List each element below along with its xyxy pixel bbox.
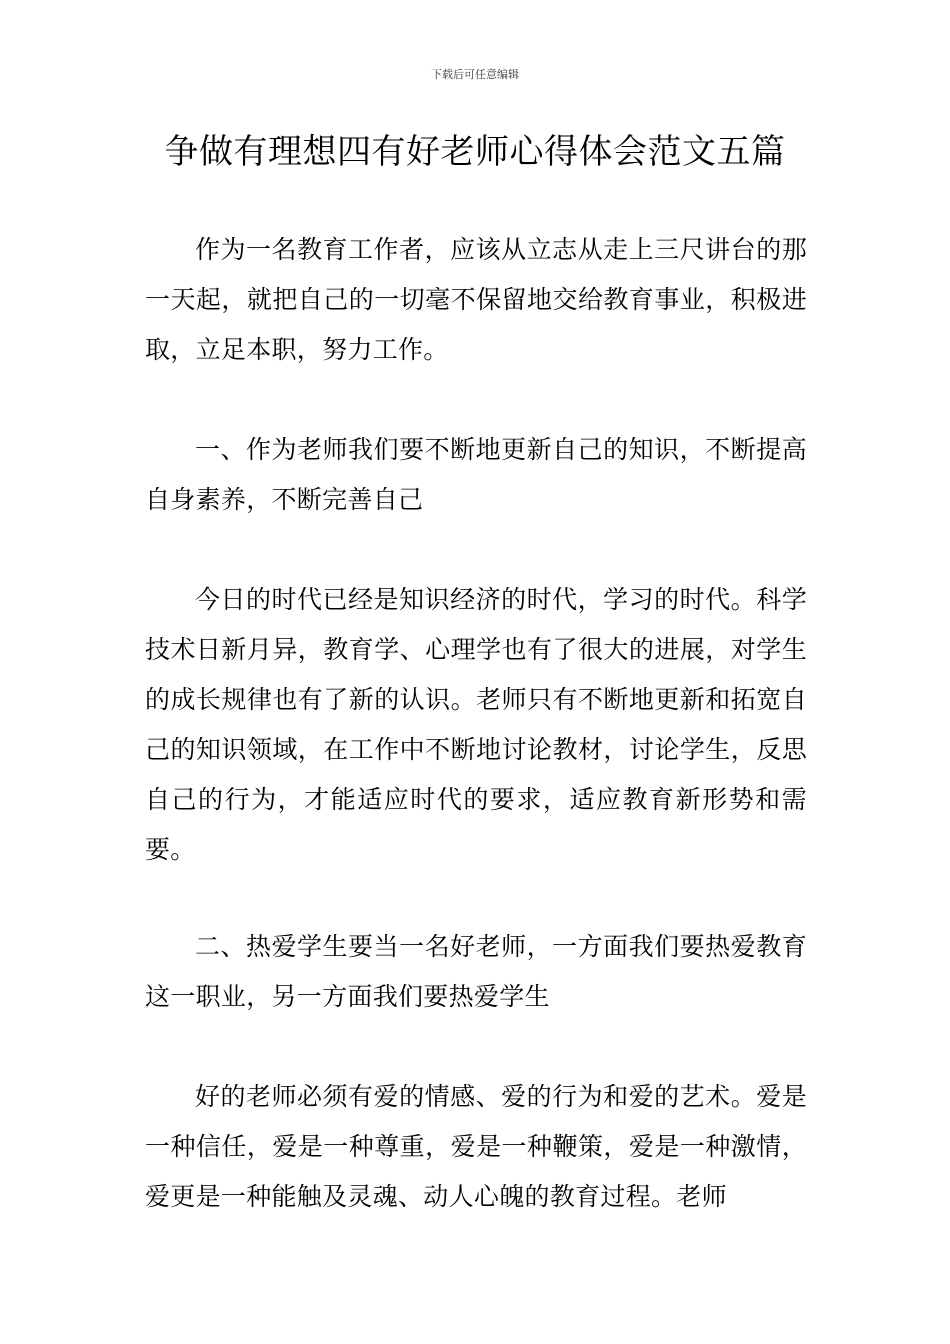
body-section-one-content <box>145 575 807 875</box>
paragraph-love: 好的老师必须有爱的情感、爱的行为和爱的艺术。爱是一种信任，爱是一种尊重，爱是一种鞭策，爱是一种激情，爱更是一种能触及灵魂、动人心魄的教育过程。老师 <box>145 1082 807 1211</box>
body-section-intro <box>145 225 807 375</box>
paragraph-intro: 作为一名教育工作者，应该从立志从走上三尺讲台的那一天起，就把自己的一切毫不保留地交给教育事业，积极进取，立足本职，努力工作。 <box>145 235 807 364</box>
paragraph-knowledge: 今日的时代已经是知识经济的时代，学习的时代。科学技术日新月异，教育学、心理学也有了很大的进展，对学生的成长规律也有了新的认识。老师只有不断地更新和拓宽自己的知识领域，在工作中不断地讨论教材，讨论学生，反思自己的行为，才能适应时代的要求，适应教育新形势和需要。 <box>145 585 807 864</box>
section-heading-one: 一、作为老师我们要不断地更新自己的知识，不断提高自身素养，不断完善自己 <box>145 435 807 514</box>
body-section-two <box>145 922 807 1022</box>
header-note: 下载后可任意编辑 <box>431 68 519 81</box>
document-title: 争做有理想四有好老师心得体会范文五篇 <box>164 132 786 172</box>
body-section-two-content <box>145 1072 807 1222</box>
body-section-one <box>145 425 807 525</box>
section-heading-two: 二、热爱学生要当一名好老师，一方面我们要热爱教育这一职业，另一方面我们要热爱学生 <box>145 932 807 1011</box>
